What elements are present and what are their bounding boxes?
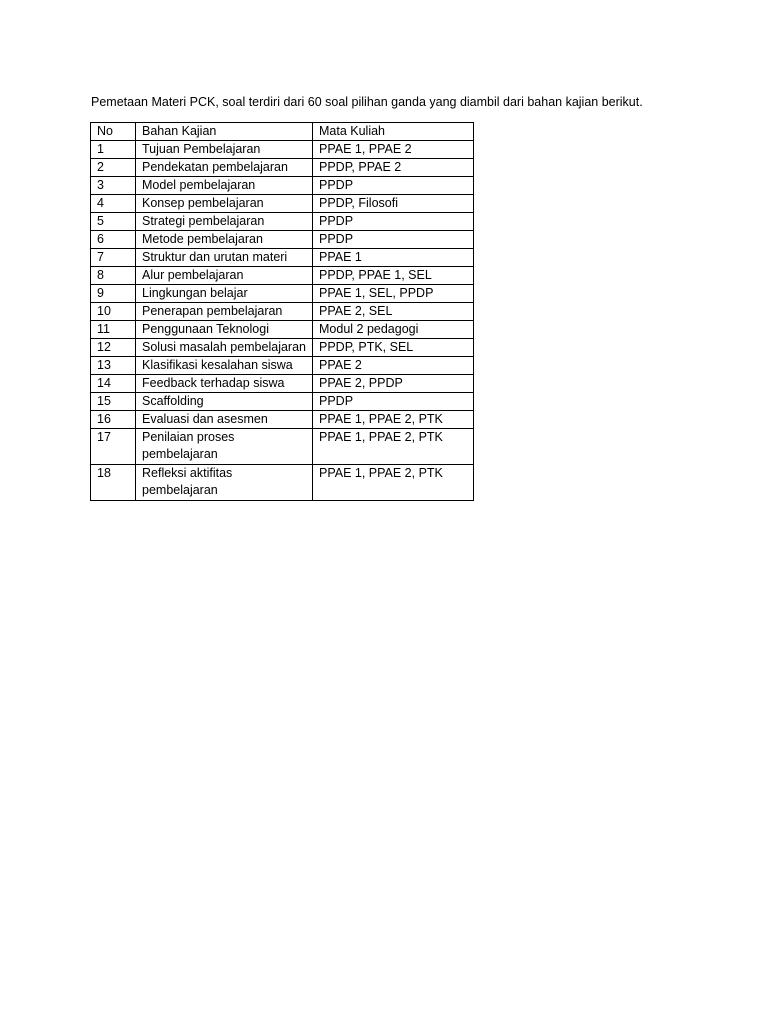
cell-bahan-kajian: Konsep pembelajaran (136, 195, 313, 213)
cell-no: 2 (91, 159, 136, 177)
table-header-row (91, 123, 474, 141)
cell-no: 15 (91, 393, 136, 411)
cell-no: 5 (91, 213, 136, 231)
table-row (91, 213, 474, 231)
cell-bahan-kajian: Penggunaan Teknologi (136, 321, 313, 339)
cell-no: 10 (91, 303, 136, 321)
cell-bahan-kajian: Strategi pembelajaran (136, 213, 313, 231)
table-row (91, 429, 474, 465)
mapping-table (90, 122, 474, 501)
cell-no: 16 (91, 411, 136, 429)
header-no: No (91, 123, 136, 141)
cell-no: 17 (91, 429, 136, 465)
cell-mata-kuliah: PPAE 1, PPAE 2, PTK (313, 429, 474, 465)
table-row (91, 303, 474, 321)
cell-bahan-kajian: Tujuan Pembelajaran (136, 141, 313, 159)
cell-bahan-kajian: Penerapan pembelajaran (136, 303, 313, 321)
table-row (91, 159, 474, 177)
cell-bahan-kajian: Scaffolding (136, 393, 313, 411)
cell-mata-kuliah: PPAE 1, PPAE 2, PTK (313, 465, 474, 501)
header-mata-kuliah: Mata Kuliah (313, 123, 474, 141)
cell-no: 18 (91, 465, 136, 501)
cell-mata-kuliah: Modul 2 pedagogi (313, 321, 474, 339)
table-row (91, 231, 474, 249)
cell-mata-kuliah: PPDP, Filosofi (313, 195, 474, 213)
table-row (91, 339, 474, 357)
cell-mata-kuliah: PPDP, PTK, SEL (313, 339, 474, 357)
cell-no: 6 (91, 231, 136, 249)
header-bahan-kajian: Bahan Kajian (136, 123, 313, 141)
cell-bahan-kajian: Refleksi aktifitas pembelajaran (136, 465, 313, 501)
cell-no: 14 (91, 375, 136, 393)
cell-bahan-kajian: Penilaian proses pembelajaran (136, 429, 313, 465)
cell-mata-kuliah: PPDP, PPAE 2 (313, 159, 474, 177)
table-row (91, 177, 474, 195)
cell-mata-kuliah: PPAE 2, PPDP (313, 375, 474, 393)
table-row (91, 285, 474, 303)
cell-mata-kuliah: PPAE 1, PPAE 2, PTK (313, 411, 474, 429)
cell-bahan-kajian: Metode pembelajaran (136, 231, 313, 249)
cell-bahan-kajian: Solusi masalah pembelajaran (136, 339, 313, 357)
table-row (91, 195, 474, 213)
cell-mata-kuliah: PPDP, PPAE 1, SEL (313, 267, 474, 285)
table-row (91, 267, 474, 285)
intro-text: Pemetaan Materi PCK, soal terdiri dari 60 soal pilihan ganda yang diambil dari bahan kajian berikut. (91, 95, 643, 109)
table-row (91, 465, 474, 501)
cell-no: 8 (91, 267, 136, 285)
cell-no: 12 (91, 339, 136, 357)
cell-no: 1 (91, 141, 136, 159)
cell-mata-kuliah: PPDP (313, 213, 474, 231)
cell-no: 9 (91, 285, 136, 303)
cell-mata-kuliah: PPAE 1, PPAE 2 (313, 141, 474, 159)
table-row (91, 357, 474, 375)
cell-bahan-kajian: Klasifikasi kesalahan siswa (136, 357, 313, 375)
table-row (91, 393, 474, 411)
cell-bahan-kajian: Pendekatan pembelajaran (136, 159, 313, 177)
cell-bahan-kajian: Alur pembelajaran (136, 267, 313, 285)
cell-bahan-kajian: Lingkungan belajar (136, 285, 313, 303)
cell-bahan-kajian: Feedback terhadap siswa (136, 375, 313, 393)
cell-mata-kuliah: PPAE 2, SEL (313, 303, 474, 321)
cell-mata-kuliah: PPAE 1 (313, 249, 474, 267)
cell-mata-kuliah: PPAE 2 (313, 357, 474, 375)
cell-bahan-kajian: Model pembelajaran (136, 177, 313, 195)
table-row (91, 411, 474, 429)
table-row (91, 249, 474, 267)
cell-no: 3 (91, 177, 136, 195)
cell-bahan-kajian: Struktur dan urutan materi (136, 249, 313, 267)
cell-bahan-kajian: Evaluasi dan asesmen (136, 411, 313, 429)
table-row (91, 321, 474, 339)
cell-mata-kuliah: PPDP (313, 231, 474, 249)
table-row (91, 141, 474, 159)
cell-mata-kuliah: PPDP (313, 393, 474, 411)
cell-mata-kuliah: PPDP (313, 177, 474, 195)
table-row (91, 375, 474, 393)
cell-no: 11 (91, 321, 136, 339)
cell-no: 7 (91, 249, 136, 267)
cell-no: 4 (91, 195, 136, 213)
cell-mata-kuliah: PPAE 1, SEL, PPDP (313, 285, 474, 303)
cell-no: 13 (91, 357, 136, 375)
